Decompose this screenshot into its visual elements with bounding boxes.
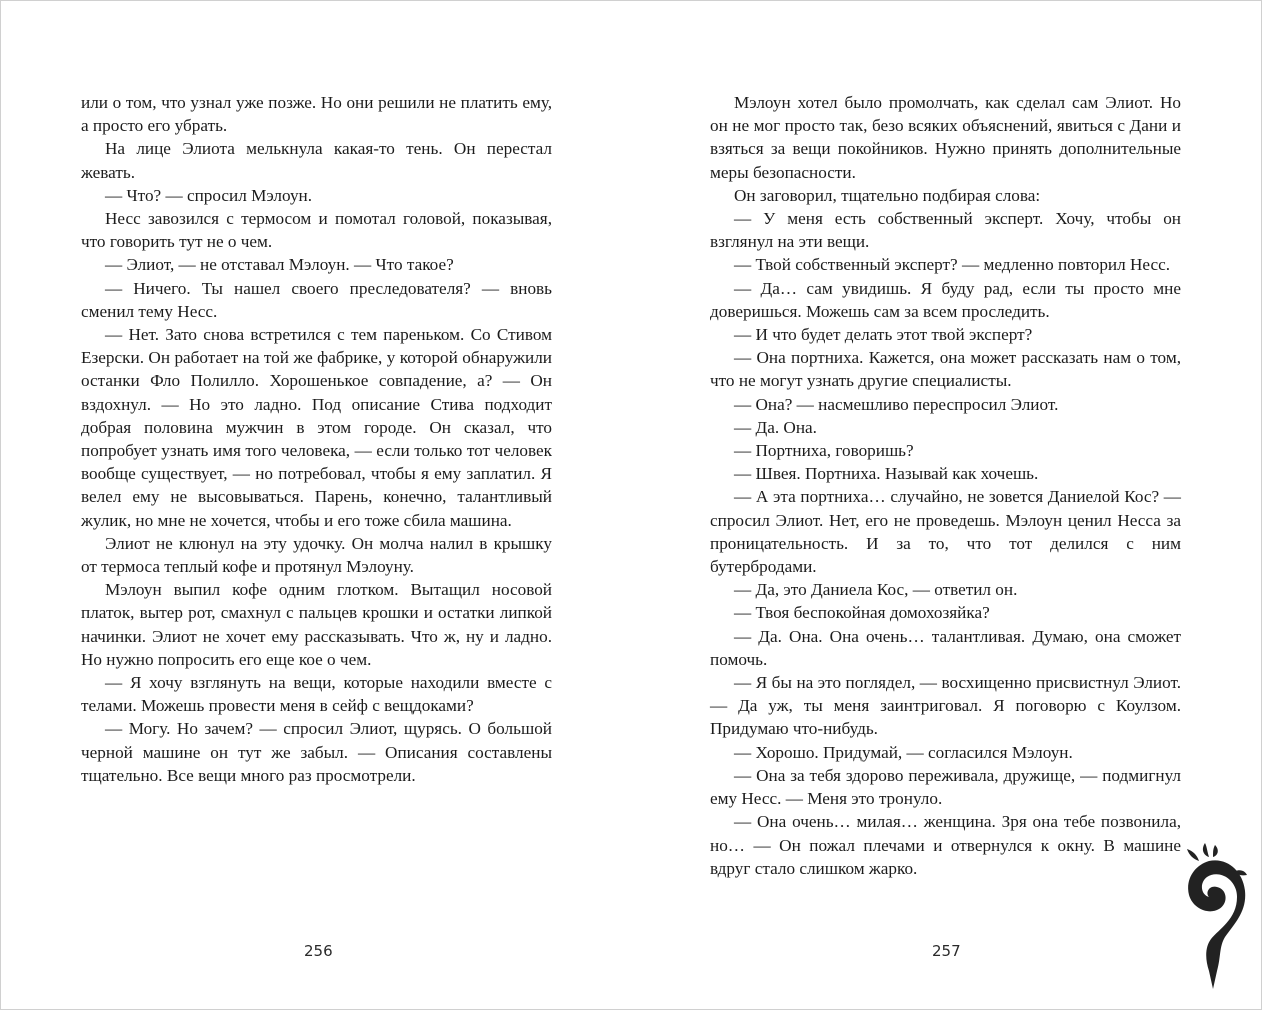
paragraph: Он заговорил, тщательно подбирая слова: — [734, 185, 1041, 205]
paragraph: — Она портниха. Кажется, она может рассказать нам о том, что не могут узнать другие специалисты. — [710, 348, 1181, 391]
paragraph: — И что будет делать этот твой эксперт? — [734, 325, 1033, 345]
paragraph: — Она очень… милая… женщина. Зря она тебе позвонила, но… — Он пожал плечами и отвернулся к окну. В машине вдруг стало слишком жарко. — [710, 812, 1181, 878]
paragraph: — Швея. Портниха. Называй как хочешь. — [734, 464, 1039, 484]
left-page-text — [81, 91, 552, 787]
paragraph: — Нет. Зато снова встретился с тем пареньком. Со Стивом Езерски. Он работает на той же фабрике, у которой обнаружили останки Фло Полилло. Хорошенькое совпадение, а? — Он вздохнул. — Но это ладно. Под описание Стива подходит добрая половина мужчин в этом городе. Он сказал, что попробует узнать имя того человека, — если только тот человек вообще существует, — но потребовал, чтобы я ему заплатил. Я велел ему не высовываться. Парень, конечно, талантливый жулик, но мне не хочется, чтобы и его тоже сбила машина. — [81, 325, 552, 530]
page-number-left: 256 — [304, 942, 333, 960]
paragraph: — Я хочу взглянуть на вещи, которые находили вместе с телами. Можешь провести меня в сейф с вещдоками? — [81, 673, 552, 716]
paragraph: — А эта портниха… случайно, не зовется Даниелой Кос? — спросил Элиот. Нет, его не проведешь. Мэлоун ценил Несса за проницательность. И за то, что тот делился с ним бутербродами. — [710, 487, 1181, 577]
paragraph: или о том, что узнал уже позже. Но они решили не платить ему, а просто его убрать. — [81, 93, 552, 136]
paragraph: — Да. Она. Она очень… талантливая. Думаю, она сможет помочь. — [710, 626, 1181, 669]
paragraph: — Что? — спросил Мэлоун. — [105, 185, 313, 205]
paragraph: — Могу. Но зачем? — спросил Элиот, щурясь. О большой черной машине он тут же забыл. — Описания составлены тщательно. Все вещи много раз просмотрели. — [81, 719, 552, 785]
paragraph: — Твой собственный эксперт? — медленно повторил Несс. — [734, 255, 1171, 275]
paragraph: — Да… сам увидишь. Я буду рад, если ты просто мне доверишься. Можешь сам за всем проследить. — [710, 278, 1181, 321]
paragraph: Мэлоун хотел было промолчать, как сделал сам Элиот. Но он не мог просто так, безо всяких объяснений, явиться с Дани и взяться за вещи покойников. Нужно принять дополнительные меры безопасности. — [710, 93, 1181, 182]
page-number-right: 257 — [932, 942, 961, 960]
paragraph: — Хорошо. Придумай, — согласился Мэлоун. — [734, 742, 1073, 762]
paragraph: Несс завозился с термосом и помотал головой, показывая, что говорить тут не о чем. — [81, 209, 552, 252]
paragraph: — Ничего. Ты нашел своего преследователя? — вновь сменил тему Несс. — [81, 278, 552, 321]
paragraph: На лице Элиота мелькнула какая-то тень. Он перестал жевать. — [81, 139, 552, 182]
paragraph: Мэлоун выпил кофе одним глотком. Вытащил носовой платок, вытер рот, смахнул с пальцев крошки и остатки липкой начинки. Элиот не хочет ему рассказывать. Что ж, ну и ладно. Но нужно попросить его еще кое о чем. — [81, 580, 552, 669]
right-page-text — [710, 91, 1181, 880]
paragraph: — Она за тебя здорово переживала, дружище, — подмигнул ему Несс. — Меня это тронуло. — [710, 765, 1181, 809]
paragraph: Элиот не клюнул на эту удочку. Он молча налил в крышку от термоса теплый кофе и протянул Мэлоуну. — [81, 533, 552, 577]
paragraph: — Я бы на это поглядел, — восхищенно присвистнул Элиот. — Да уж, ты меня заинтриговал. Я поговорю с Коулзом. Придумаю что-нибудь. — [710, 673, 1181, 739]
paragraph: — Да. Она. — [734, 417, 817, 437]
paragraph: — Она? — насмешливо переспросил Элиот. — [734, 394, 1059, 414]
paragraph: — Твоя беспокойная домохозяйка? — [734, 603, 990, 623]
paragraph: — У меня есть собственный эксперт. Хочу, чтобы он взглянул на эти вещи. — [710, 209, 1181, 252]
paragraph: — Элиот, — не отставал Мэлоун. — Что такое? — [105, 255, 454, 275]
swirl-ornament-icon — [1179, 839, 1249, 991]
paragraph: — Да, это Даниела Кос, — ответил он. — [734, 580, 1018, 600]
paragraph: — Портниха, говоришь? — [734, 441, 914, 461]
